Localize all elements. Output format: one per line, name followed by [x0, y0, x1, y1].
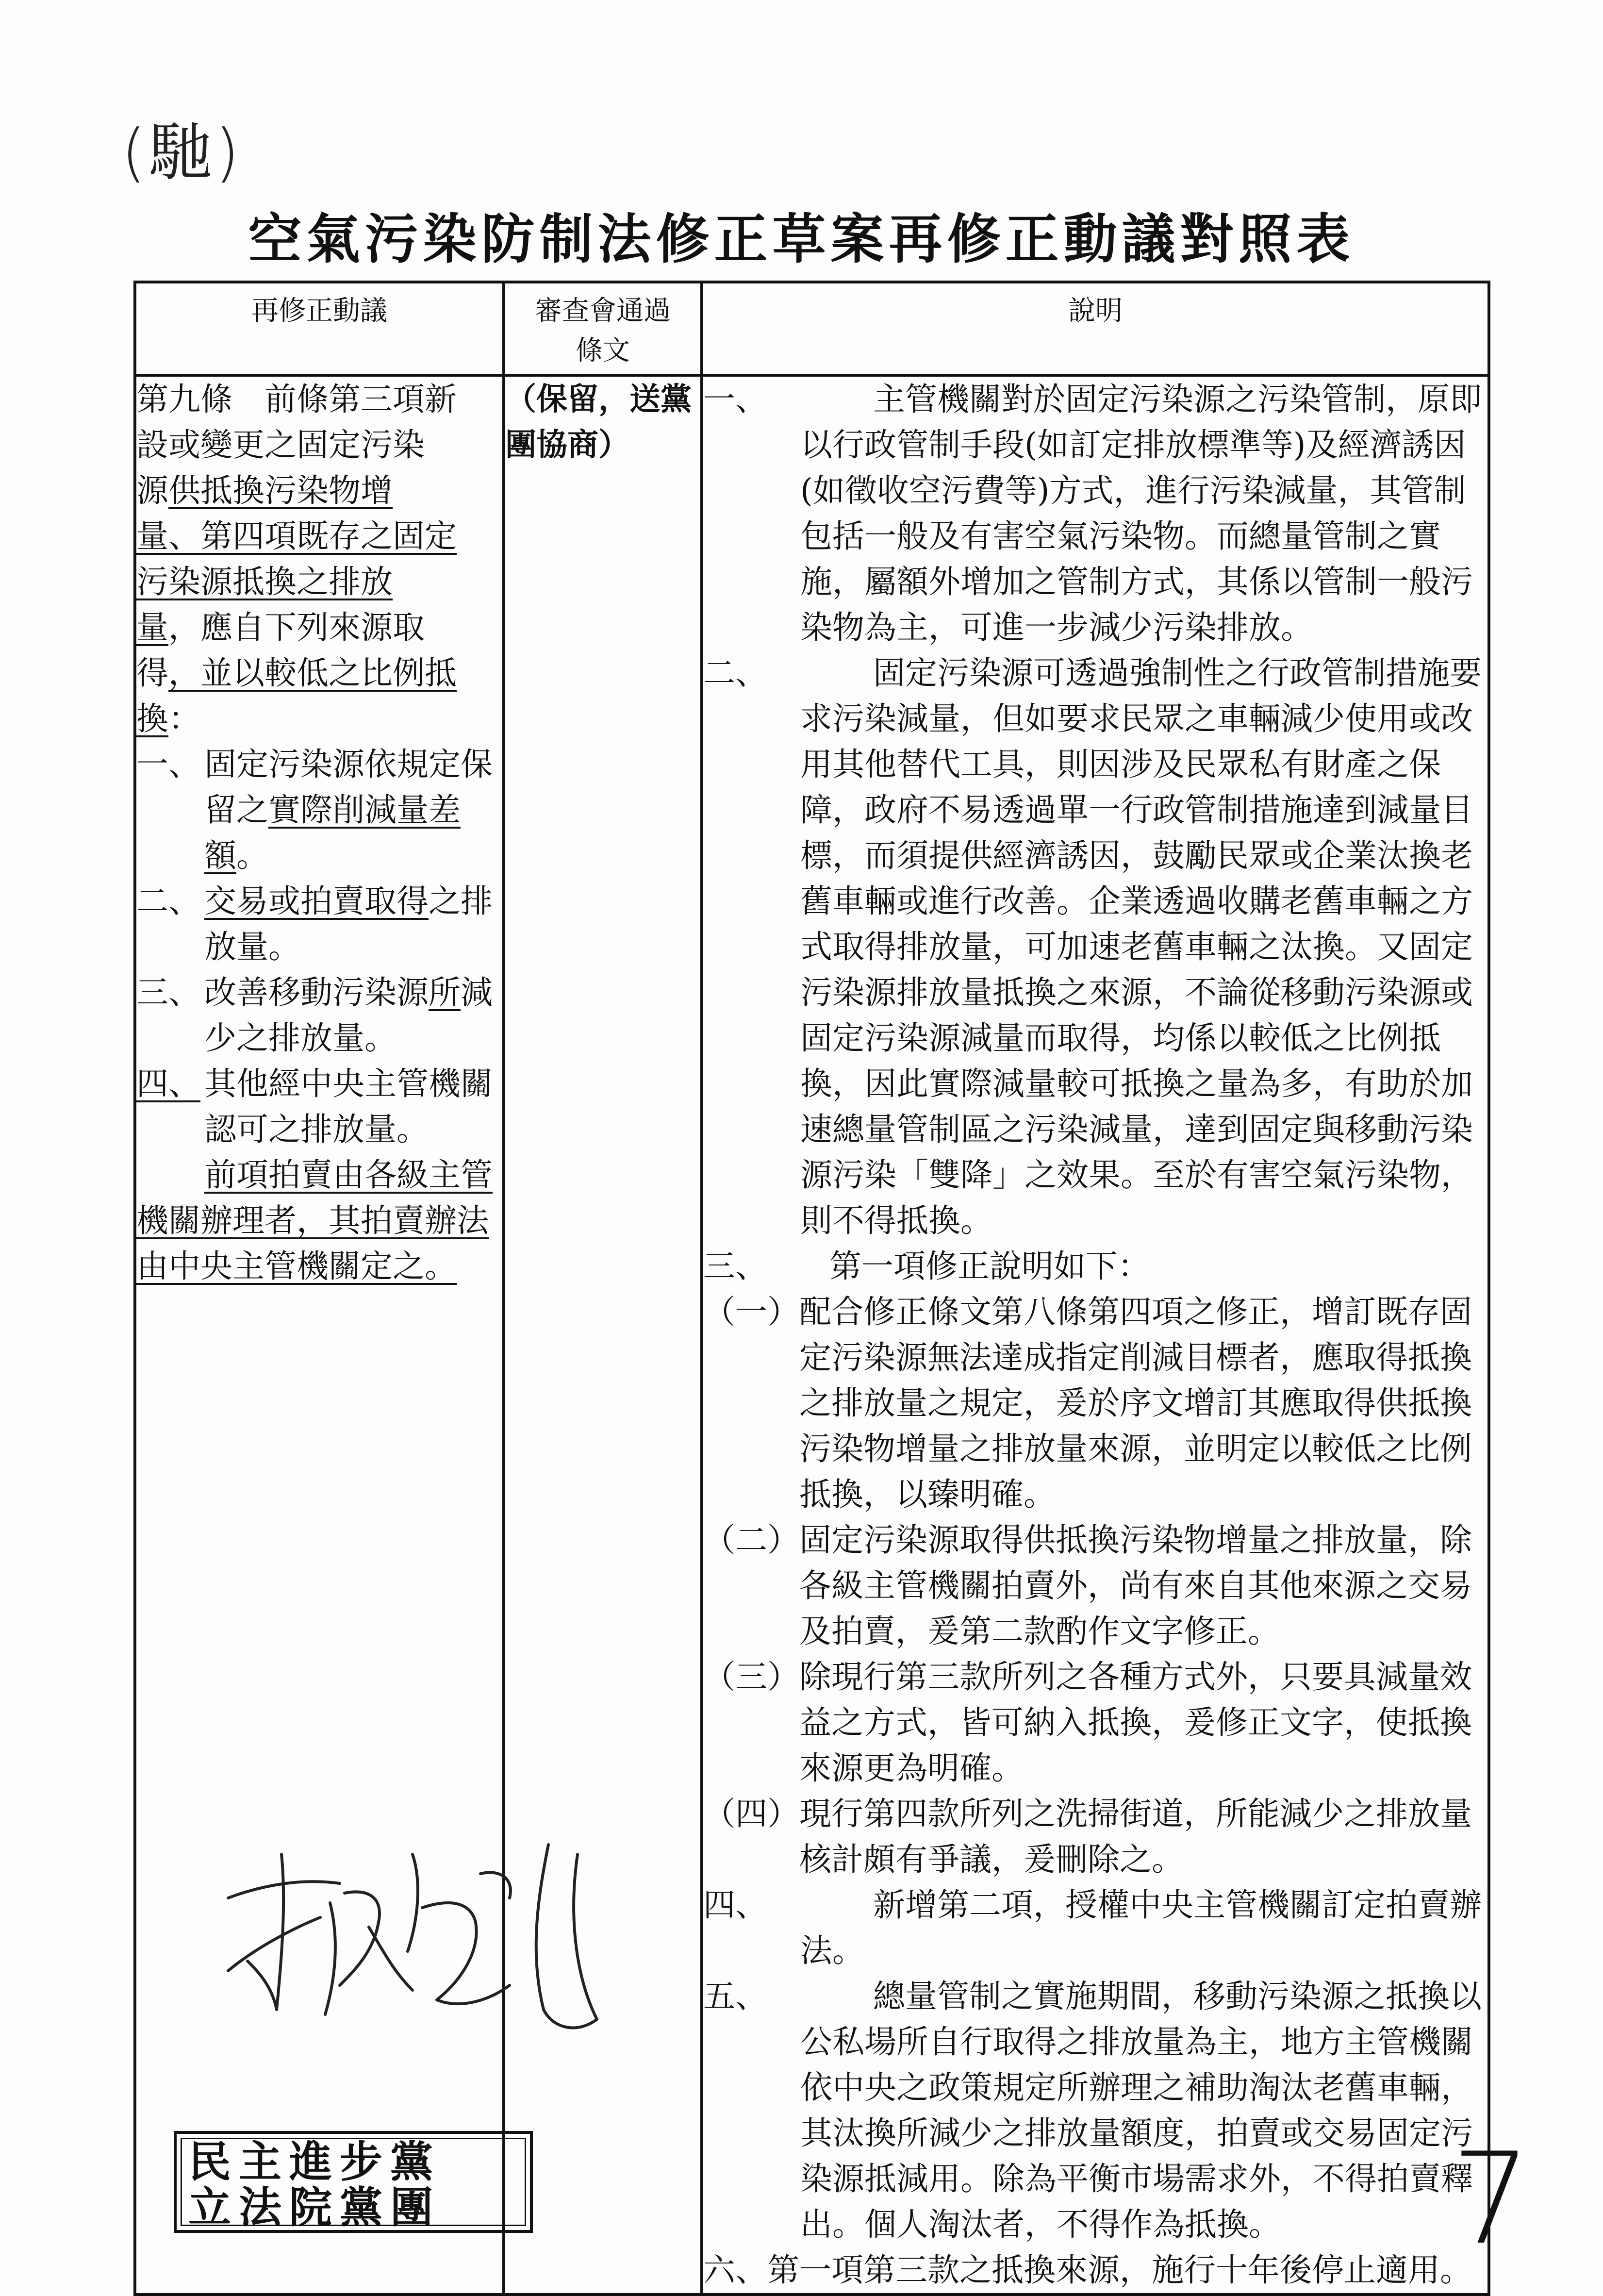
explanation-subitem-3: （三） 除現行第三款所列之各種方式外，只要具減量效益之方式，皆可納入抵換，爰修正文字，使抵換來源更為明確。 — [703, 1658, 1472, 1787]
explanation-subitem-1: （一） 配合修正條文第八條第四項之修正，增訂既存固定污染源無法達成指定削減目標者，應取得抵換之排放量之規定，爰於序文增訂其應取得供抵換污染物增量之排放量來源，並明定以較低之比例抵換，以臻明確。 — [703, 1293, 1472, 1513]
handwritten-signature — [209, 1825, 645, 2058]
motion-item: 一、 固定污染源依規定保留之實際削減量差額。 — [136, 746, 493, 874]
page-title: 空氣污染防制法修正草案再修正動議對照表 — [248, 208, 1355, 270]
motion-paragraph-2: 前項拍賣由各級主管機關辦理者，其拍賣辦法由中央主管機關定之。 — [136, 1156, 493, 1285]
explanation-item-5: 五、 總量管制之實施期間，移動污染源之抵換以公私場所自行取得之排放量為主，地方主管機關依中央之政策規定所辦理之補助淘汰老舊車輛，其汰換所減少之排放量額度，拍賣或交易固定污染源抵減用。除為平衡市場需求外，不得拍賣釋出。個人淘汰者，不得作為抵換。 — [703, 1978, 1482, 2243]
explanation-subitem-4: （四） 現行第四款所列之洗掃街道，所能減少之排放量核計頗有爭議，爰刪除之。 — [703, 1795, 1472, 1878]
header-revised-motion: 再修正動議 — [135, 282, 504, 375]
motion-item: 三、 改善移動污染源所減少之排放量。 — [136, 974, 493, 1057]
motion-item: 二、 交易或拍賣取得之排放量。 — [136, 882, 493, 965]
explanation-item-1: 一、 主管機關對於固定污染源之污染管制，原即以行政管制手段(如訂定排放標準等)及經濟誘因(如徵收空污費等)方式，進行污染減量，其管制包括一般及有害空氣污染物。而總量管制之實施，屬額外增加之管制方式，其係以管制一般污染物為主，可進一步減少污染排放。 — [703, 381, 1482, 646]
party-caucus-stamp: 民主進步黨 立法院黨團 — [174, 2131, 533, 2233]
table-header-row — [135, 282, 1489, 375]
explanation-subitem-2: （二） 固定污染源取得供抵換污染物增量之排放量，除各級主管機關拍賣外，尚有來自其他來源之交易及拍賣，爰第二款酌作文字修正。 — [703, 1521, 1472, 1650]
explanation-cell — [702, 375, 1489, 2295]
article-lead: 第九條 前條第三項新 設或變更之固定污染 源供抵換污染物增 量、第四項既存之固定 污染源抵換之排放 量，應自下列來源取 得，並以較低之比例抵 換： — [136, 381, 457, 737]
page-number: 7 — [1451, 2126, 1532, 2273]
reserved-note: （保留，送黨團協商） — [505, 381, 692, 463]
explanation-item-3: 三、 第一項修正說明如下： — [703, 1248, 1150, 1285]
header-committee-text: 審查會通過條文 — [504, 282, 702, 375]
motion-item: 四、 其他經中央主管機關認可之排放量。 — [136, 1065, 493, 1148]
handwritten-corner-mark: (馳) — [121, 116, 243, 189]
explanation-item-4: 四、 新增第二項，授權中央主管機關訂定拍賣辦法。 — [703, 1886, 1482, 1969]
explanation-item-6: 六、 第一項第三款之抵換來源，施行十年後停止適用。 — [703, 2251, 1472, 2289]
header-explanation: 說明 — [702, 282, 1489, 375]
explanation-item-2: 二、 固定污染源可透過強制性之行政管制措施要求污染減量，但如要求民眾之車輛減少使用或改用其他替代工具，則因涉及民眾私有財產之保障，政府不易透過單一行政管制措施達到減量目標，而須提供經濟誘因，鼓勵民眾或企業汰換老舊車輛或進行改善。企業透過收購老舊車輛之方式取得排放量，可加速老舊車輛之汰換。又固定污染源排放量抵換之來源，不論從移動污染源或固定污染源減量而取得，均係以較低之比例抵換，因此實際減量較可抵換之量為多，有助於加速總量管制區之污染減量，達到固定與移動污染源污染「雙降」之效果。至於有害空氣污染物，則不得抵換。 — [703, 654, 1482, 1239]
